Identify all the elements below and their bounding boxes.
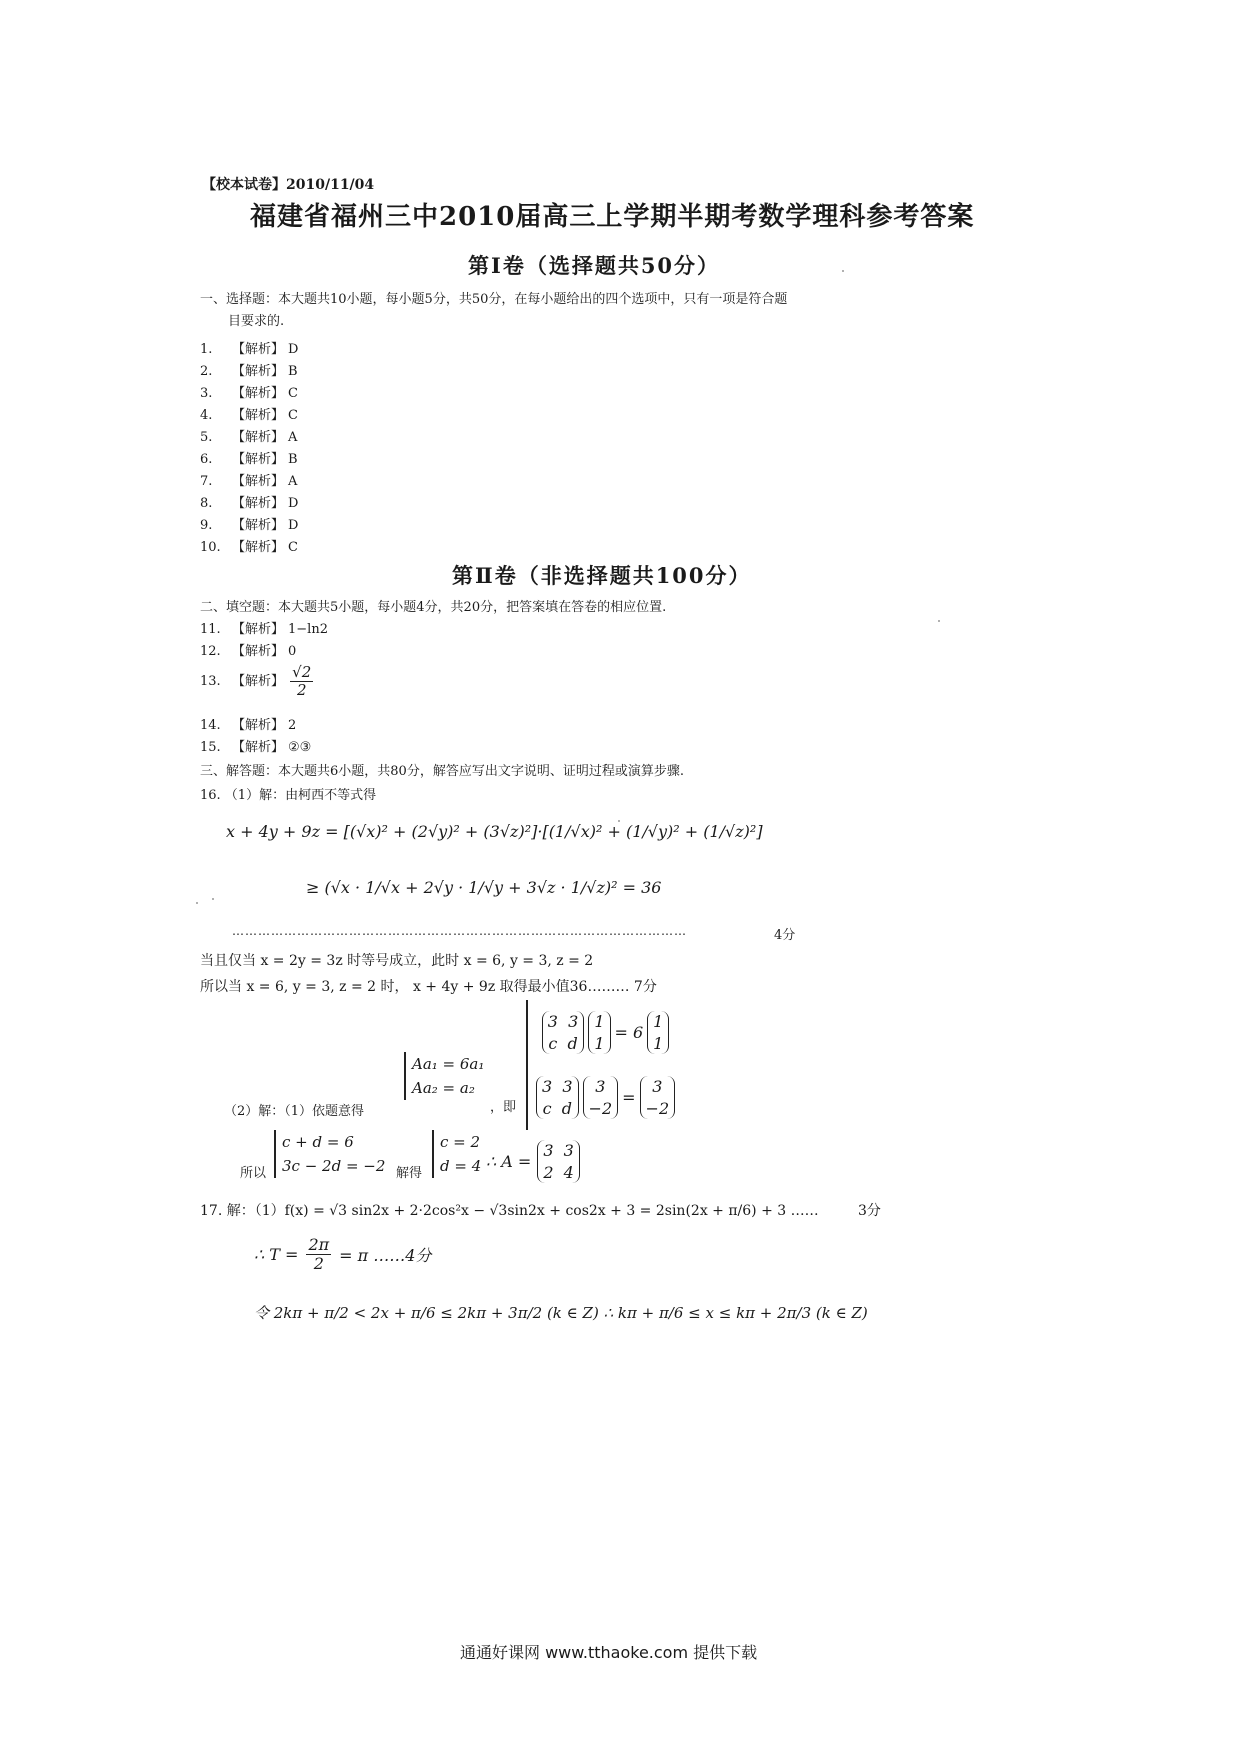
vector-a1-rhs: 1 1 bbox=[647, 1011, 669, 1054]
mc-answer-row bbox=[200, 360, 298, 379]
mc-answer-row bbox=[200, 426, 297, 445]
part1-instruction-cont: 目要求的. bbox=[228, 314, 285, 329]
choice-answer: B bbox=[288, 452, 298, 467]
q16-part2-label: （2）解：（1）依题意得 bbox=[224, 1104, 365, 1119]
choice-answer: D bbox=[288, 496, 299, 511]
ji-connector: ，即 bbox=[490, 1100, 517, 1115]
exam-tag: 【校本试卷】2010/11/04 bbox=[202, 177, 375, 193]
analysis-label: 【解析】 bbox=[232, 408, 285, 423]
choice-answer: C bbox=[288, 408, 298, 423]
question-number: 8. bbox=[200, 496, 213, 511]
question-number: 9. bbox=[200, 518, 213, 533]
analysis-label: 【解析】 bbox=[232, 452, 285, 467]
mc-answer-row bbox=[200, 448, 298, 467]
q17-period: ∴ T = $\frac{2\pi}{2}$ = π ……4分 bbox=[254, 1235, 432, 1274]
vector-system: Aa₁ = 6a₁ Aa₂ = a₂ bbox=[404, 1052, 484, 1100]
analysis-label: 【解析】 bbox=[232, 496, 285, 511]
fill-answer-13: 13. 【解析】 $\frac{√2}{2}$ bbox=[200, 663, 312, 700]
mc-answer-row bbox=[200, 382, 298, 401]
analysis-label: 【解析】 bbox=[232, 386, 285, 401]
mc-answer-row bbox=[200, 338, 298, 357]
question-number: 3. bbox=[200, 386, 213, 401]
mc-answer-row bbox=[200, 492, 298, 511]
linear-system: c + d = 6 3c − 2d = −2 bbox=[274, 1130, 385, 1178]
analysis-label: 【解析】 bbox=[232, 364, 285, 379]
matrix-A: 3 3 c d bbox=[542, 1011, 585, 1054]
document-title: 福建省福州三中2010届高三上学期半期考数学理科参考答案 bbox=[250, 202, 975, 232]
q17-line-1: 17. 解：（1）f(x) = √3 sin2x + 2·2cos²x − √3sin2x + cos2x + 3 = 2sin(2x + π/6) + 3 …… bbox=[200, 1203, 819, 1219]
analysis-label: 【解析】 bbox=[232, 342, 285, 357]
matrix-A-result: ∴ A = 3 3 2 4 bbox=[486, 1140, 580, 1183]
part2-heading: 第Ⅱ卷（非选择题共100分） bbox=[452, 563, 752, 588]
fill-answer-15: 15. 【解析】 ②③ bbox=[200, 740, 312, 755]
matrix-A-2: 3 3 c d bbox=[536, 1076, 579, 1119]
choice-answer: D bbox=[288, 518, 299, 533]
q17-increasing-interval: 令 2kπ + π/2 < 2x + π/6 ≤ 2kπ + 3π/2 (k ∈ Z) ∴ kπ + π/6 ≤ x ≤ kπ + 2π/3 (k ∈ Z) bbox=[254, 1304, 868, 1322]
vector-a2: 3 −2 bbox=[583, 1076, 619, 1119]
q16-conclusion: 所以当 x = 6, y = 3, z = 2 时， x + 4y + 9z 取得最小值36……… 7分 bbox=[200, 979, 657, 995]
choice-answer: D bbox=[288, 342, 299, 357]
fill-answer-14: 14. 【解析】 2 bbox=[200, 718, 297, 733]
analysis-label: 【解析】 bbox=[232, 474, 285, 489]
solve-instruction: 三、解答题：本大题共6小题，共80分，解答应写出文字说明、证明过程或演算步骤. bbox=[200, 764, 684, 779]
fill-answer-12: 12. 【解析】 0 bbox=[200, 644, 297, 659]
analysis-label: 【解析】 bbox=[232, 518, 285, 533]
q16-equation-2: ≥ (√x · 1/√x + 2√y · 1/√y + 3√z · 1/√z)² = 36 bbox=[306, 878, 662, 897]
question-number: 10. bbox=[200, 540, 221, 555]
question-number: 1. bbox=[200, 342, 213, 357]
choice-answer: A bbox=[288, 474, 298, 489]
mc-answer-row bbox=[200, 536, 298, 555]
q16-equality-condition: 当且仅当 x = 2y = 3z 时等号成立，此时 x = 6, y = 3, z = 2 bbox=[200, 953, 594, 969]
period-fraction: $\frac{2\pi}{2}$ bbox=[308, 1235, 330, 1274]
q16-score-1: 4分 bbox=[774, 928, 796, 943]
mc-answer-row bbox=[200, 470, 297, 489]
fill-answer-11: 11. 【解析】 1−ln2 bbox=[200, 622, 328, 637]
answer-13-fraction: $\frac{√2}{2}$ bbox=[292, 663, 312, 700]
analysis-label: 【解析】 bbox=[232, 540, 285, 555]
mc-answer-row bbox=[200, 514, 298, 533]
footer-source: 通通好课网 www.tthaoke.com 提供下载 bbox=[460, 1643, 758, 1662]
choice-answer: C bbox=[288, 386, 298, 401]
matrix-A-values: 3 3 2 4 bbox=[537, 1140, 580, 1183]
choice-answer: B bbox=[288, 364, 298, 379]
mc-answer-row bbox=[200, 404, 298, 423]
choice-answer: A bbox=[288, 430, 298, 445]
question-number: 4. bbox=[200, 408, 213, 423]
vector-a1: 1 1 bbox=[588, 1011, 610, 1054]
choice-answer: C bbox=[288, 540, 298, 555]
suoyi-label: 所以 bbox=[240, 1166, 267, 1181]
part1-instruction: 一、选择题：本大题共10小题，每小题5分，共50分，在每小题给出的四个选项中，只有一项是符合题 bbox=[200, 292, 788, 307]
question-number: 7. bbox=[200, 474, 213, 489]
jiede-label: 解得 bbox=[396, 1166, 423, 1181]
part1-heading: 第Ⅰ卷（选择题共50分） bbox=[468, 253, 721, 278]
question-number: 6. bbox=[200, 452, 213, 467]
dotted-leader: …………………………………………………………………………………………… bbox=[232, 924, 687, 938]
question-number: 2. bbox=[200, 364, 213, 379]
q16-intro: 16. （1）解：由柯西不等式得 bbox=[200, 788, 377, 803]
analysis-label: 【解析】 bbox=[232, 430, 285, 445]
matrix-system-right: 3 3 c d 1 1 = 6 1 1 3 3 c d 3 −2 = 3 −2 bbox=[526, 1000, 675, 1130]
fill-instruction: 二、填空题：本大题共5小题，每小题4分，共20分，把答案填在答卷的相应位置. bbox=[200, 600, 667, 615]
solution-system: c = 2 d = 4 bbox=[432, 1130, 481, 1178]
q16-equation-1: x + 4y + 9z = [(√x)² + (2√y)² + (3√z)²]·[(1/√x)² + (1/√y)² + (1/√z)²] bbox=[226, 822, 763, 841]
question-number: 5. bbox=[200, 430, 213, 445]
vector-a2-rhs: 3 −2 bbox=[640, 1076, 676, 1119]
q17-score-1: 3分 bbox=[858, 1203, 881, 1219]
